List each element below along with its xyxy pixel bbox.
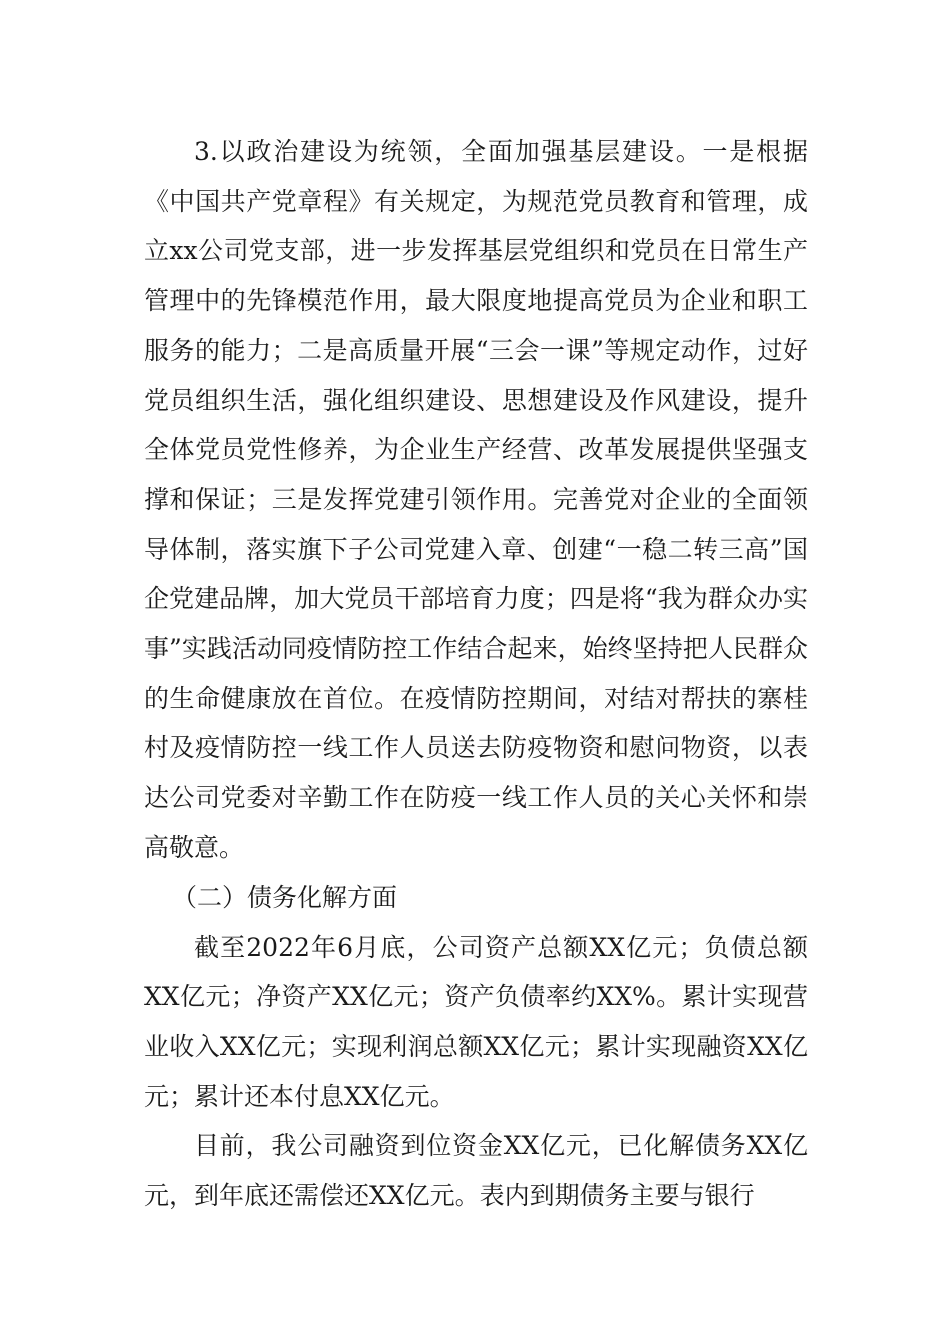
- paragraph-debt-status: 目前，我公司融资到位资金XX亿元，已化解债务XX亿元，到年底还需偿还XX亿元。表内到期债务主要与银行: [144, 1131, 808, 1211]
- paragraph-party-building: 3.以政治建设为统领，全面加强基层建设。一是根据《中国共产党章程》有关规定，为规范党员教育和管理，成立xx公司党支部，进一步发挥基层党组织和党员在日常生产管理中的先锋模范作用，最大限度地提高党员为企业和职工服务的能力；二是高质量开展“三会一课”等规定动作，过好党员组织生活，强化组织建设、思想建设及作风建设，提升全体党员党性修养，为企业生产经营、改革发展提供坚强支撑和保证；三是发挥党建引领作用。完善党对企业的全面领导体制，落实旗下子公司党建入章、创建“一稳二转三高”国企党建品牌，加大党员干部培育力度；四是将“我为群众办实事”实践活动同疫情防控工作结合起来，始终坚持把人民群众的生命健康放在首位。在疫情防控期间，对结对帮扶的寨桂村及疫情防控一线工作人员送去防疫物资和慰问物资，以表达公司党委对辛勤工作在防疫一线工作人员的关心关怀和崇高敬意。: [144, 137, 808, 862]
- section-heading-debt-resolution: （二）债务化解方面: [172, 882, 398, 912]
- document-body: [144, 127, 808, 1221]
- paragraph-financial-summary: 截至2022年6月底，公司资产总额XX亿元；负债总额XX亿元；净资产XX亿元；资产负债率约XX%。累计实现营业收入XX亿元；实现利润总额XX亿元；累计实现融资XX亿元；累计还本付息XX亿元。: [144, 932, 808, 1111]
